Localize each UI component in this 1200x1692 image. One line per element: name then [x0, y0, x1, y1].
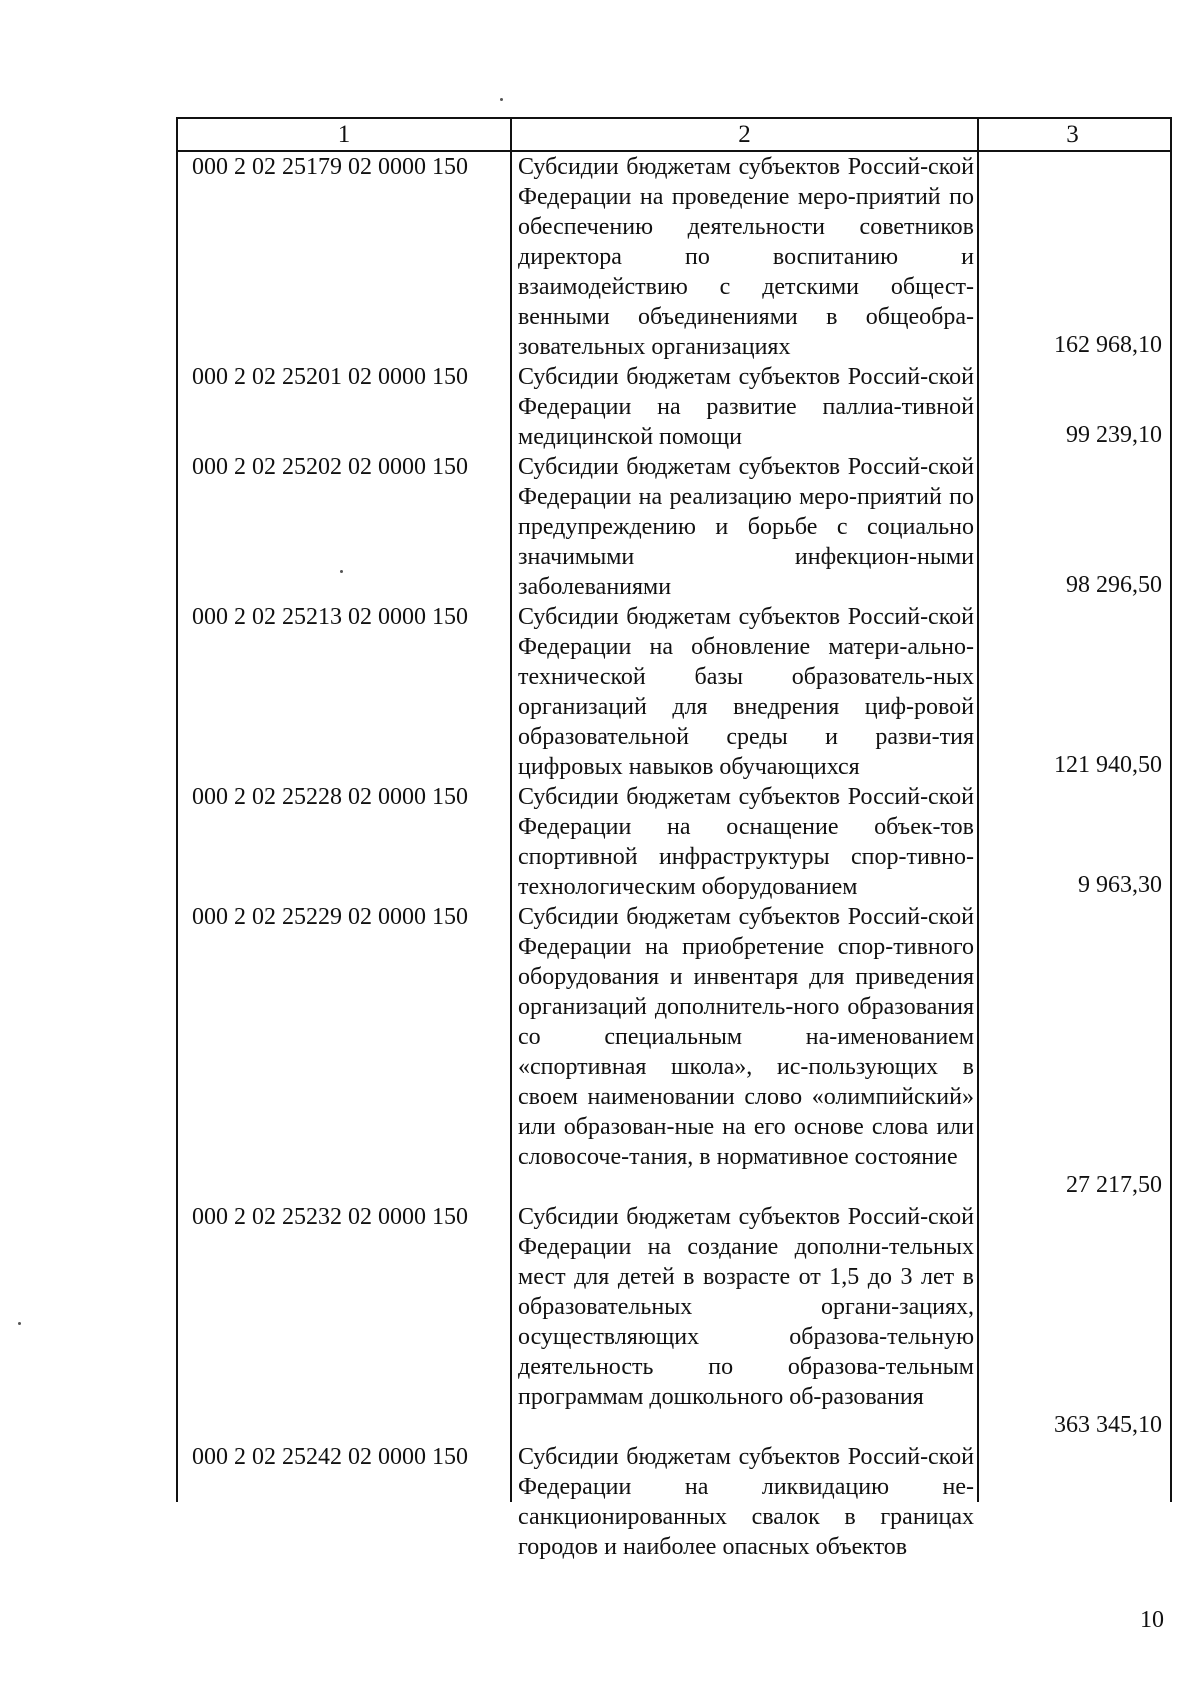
table-row: [178, 902, 1170, 1202]
row-name: Субсидии бюджетам субъектов Россий-ской Федерации на оснащение объек-тов спортивной инфраструктуры спор-тивно-технологическим оборудованием: [512, 782, 979, 902]
row-amount: 27 217,50: [1066, 1172, 1162, 1198]
table-row: [178, 452, 1170, 602]
row-name: Субсидии бюджетам субъектов Россий-ской Федерации на создание дополни-тельных мест для детей в возрасте от 1,5 до 3 лет в образовательных органи-зациях, осуществляющих образова-тельную деятельность по образова-тельным программам дошкольного об-разования: [512, 1202, 979, 1442]
row-code: 000 2 02 25179 02 0000 150: [178, 152, 512, 362]
row-code: 000 2 02 25242 02 0000 150: [178, 1442, 512, 1502]
row-name: Субсидии бюджетам субъектов Россий-ской Федерации на обновление матери-ально-технической базы образователь-ных организаций для внедрения циф-ровой образовательной среды и разви-тия цифровых навыков обучающихся: [512, 602, 979, 782]
table-row: [178, 152, 1170, 362]
row-amount: 121 940,50: [1054, 752, 1162, 778]
budget-table: [176, 117, 1172, 1560]
row-name: Субсидии бюджетам субъектов Россий-ской Федерации на развитие паллиа-тивной медицинской помощи: [512, 362, 979, 452]
table-row: [178, 362, 1170, 452]
table-row: [178, 782, 1170, 902]
row-amount: 98 296,50: [1066, 572, 1162, 598]
table-row: [178, 1442, 1170, 1560]
table-row: [178, 602, 1170, 782]
scan-speck: [18, 1322, 21, 1325]
row-name: Субсидии бюджетам субъектов Россий-ской Федерации на приобретение спор-тивного оборудования и инвентаря для приведения организаций дополнитель-ного образования со специальным на-именованием «спортивная школа», ис-пользующих в своем наименовании слово «олимпийский» или образован-ные на его основе слова или словосоче-тания, в нормативное состояние: [512, 902, 979, 1202]
table-row: [178, 1202, 1170, 1442]
row-amount: 99 239,10: [1066, 422, 1162, 448]
row-code: 000 2 02 25232 02 0000 150: [178, 1202, 512, 1442]
table-header-row: [178, 119, 1170, 152]
row-amount: 162 968,10: [1054, 332, 1162, 358]
row-amount: [979, 1442, 1166, 1502]
row-code: 000 2 02 25229 02 0000 150: [178, 902, 512, 1202]
header-col-1: 1: [178, 119, 512, 150]
row-name: Субсидии бюджетам субъектов Россий-ской Федерации на ликвидацию не-санкционированных свалок в границах городов и наиболее опасных объектов: [512, 1442, 979, 1502]
row-code: 000 2 02 25228 02 0000 150: [178, 782, 512, 902]
row-code: 000 2 02 25202 02 0000 150: [178, 452, 512, 602]
scan-speck: [340, 570, 343, 573]
header-col-3: 3: [1066, 121, 1079, 148]
header-col-2: 2: [512, 119, 979, 150]
row-code: 000 2 02 25213 02 0000 150: [178, 602, 512, 782]
row-name: Субсидии бюджетам субъектов Россий-ской Федерации на реализацию меро-приятий по предупреждению и борьбе с социально значимыми инфекцион-ными заболеваниями: [512, 452, 979, 602]
page-number: 10: [1140, 1607, 1164, 1633]
row-code: 000 2 02 25201 02 0000 150: [178, 362, 512, 452]
scan-speck: [500, 98, 503, 101]
row-name: Субсидии бюджетам субъектов Россий-ской Федерации на проведение меро-приятий по обеспечению деятельности советников директора по воспитанию и взаимодействию с детскими общест-венными объединениями в общеобра-зовательных организациях: [512, 152, 979, 362]
row-amount: 363 345,10: [1054, 1412, 1162, 1438]
row-amount: 9 963,30: [1078, 872, 1162, 898]
